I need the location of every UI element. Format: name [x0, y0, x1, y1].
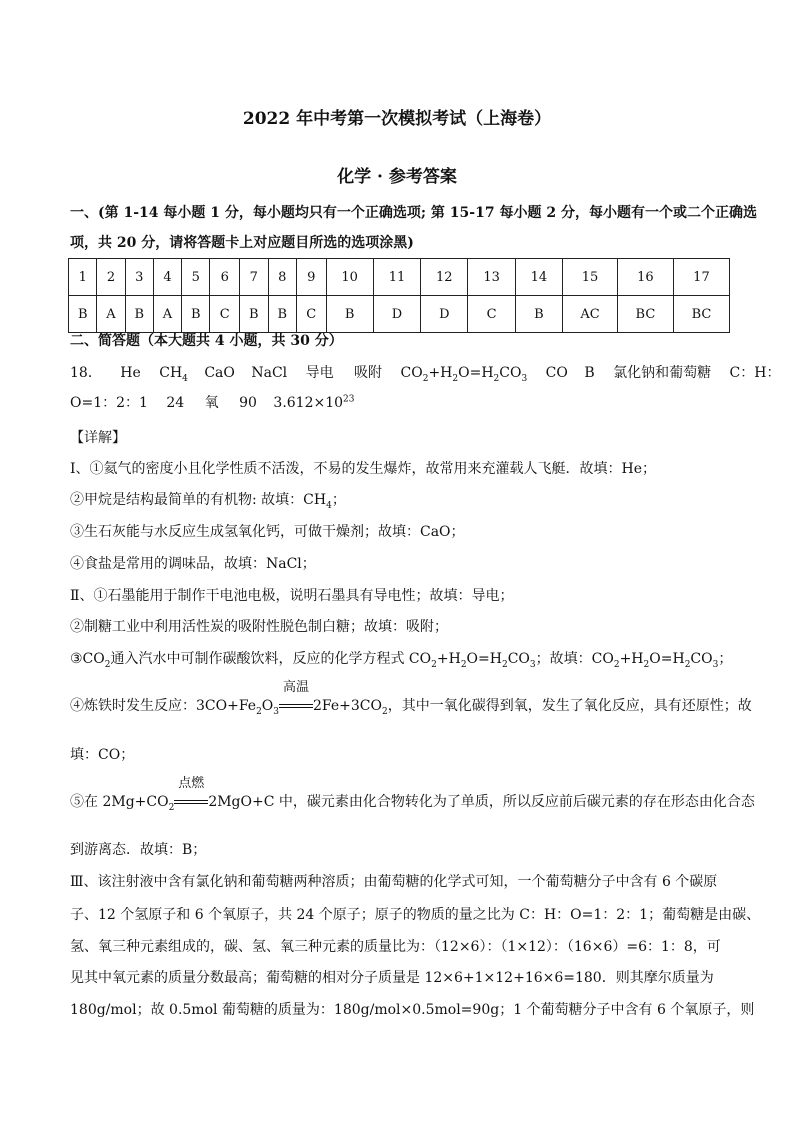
q18-ans-24: 24	[166, 395, 185, 411]
q18-ans-avogadro: $3.612\times 10^{23}$	[273, 394, 355, 411]
answer-table-number-row	[69, 259, 730, 296]
answer-choice-cell: A	[97, 296, 125, 333]
detail-p9-line2: 到游离态．故填：B；	[70, 842, 207, 858]
question-number-cell: 13	[468, 259, 515, 296]
q18-ans-nacl: NaCl	[251, 365, 288, 381]
answer-choice-cell: B	[69, 296, 97, 333]
answer-choice-cell: AC	[563, 296, 618, 333]
question-number-cell: 10	[326, 259, 373, 296]
question-number-cell: 14	[515, 259, 562, 296]
detail-p10-line5: 180g/mol；故 0.5mol 葡萄糖的质量为：180g/mol×0.5mol=90g；1 个葡萄糖分子中含有 6 个氧原子，则	[70, 1002, 755, 1018]
answer-choice-cell: D	[373, 296, 420, 333]
question-number-cell: 4	[153, 259, 181, 296]
question-number-cell: 2	[97, 259, 125, 296]
section1-instructions-line1: 一、(第 1-14 每小题 1 分，每小题均只有一个正确选项; 第 15-17 每小题 2 分，每小题有一个或二个正确选	[70, 205, 757, 221]
question-number-cell: 15	[563, 259, 618, 296]
reaction-condition-ignite: 点燃	[174, 792, 208, 812]
question-number-cell: 8	[268, 259, 296, 296]
detail-p6: ②制糖工业中利用活性炭的吸附性脱色制白糖；故填：吸附；	[70, 619, 448, 635]
question-number-cell: 12	[421, 259, 468, 296]
section1-instructions-line2: 项，共 20 分，请将答题卡上对应题目所选的选项涂黑)	[70, 235, 414, 251]
detail-p9: ⑤在 $2Mg+CO_2$ 点燃 2MgO+C 中，碳元素由化合物转化为了单质，所以反应前后碳元素的存在形态由化合态	[70, 776, 755, 813]
q18-number: 18．	[70, 365, 102, 381]
q18-ans-conductive: 导电	[305, 365, 334, 381]
detail-p10-line3: 氢、氧三种元素组成的，碳、氢、氧三种元素的质量比为：（12×6）：（1×12）：（16×6）=6：1：8，可	[70, 939, 721, 955]
detail-p10-line2: 子、12 个氢原子和 6 个氧原子，共 24 个原子；原子的物质的量之比为 C：H：O=1：2：1；葡萄糖是由碳、	[70, 907, 761, 923]
detail-p8-line2: 填：CO；	[70, 747, 135, 763]
section2-heading: 二、简答题（本大题共 4 小题，共 30 分）	[70, 333, 343, 349]
detail-p8: ④炼铁时发生反应：$3CO+Fe_2O_3$ 高温 $2Fe+3CO_2$，其中一氧化碳得到氧，发生了氧化反应，具有还原性；故	[70, 680, 752, 717]
exam-title: 2022 年中考第一次模拟考试（上海卷）	[242, 109, 552, 129]
q18-ans-90: 90	[239, 395, 257, 411]
question-number-cell: 17	[673, 259, 729, 296]
answer-subtitle: 化学 · 参考答案	[337, 167, 457, 187]
answer-table-choice-row	[69, 296, 730, 333]
question-number-cell: 11	[373, 259, 420, 296]
q18-ans-solutes: 氯化钠和葡萄糖	[613, 365, 712, 381]
answer-choice-cell: B	[268, 296, 296, 333]
q18-ans-b: B	[584, 365, 595, 381]
q18-ans-ratio-end: O=1：2：1	[70, 395, 148, 411]
detail-p10-line4: 见其中氧元素的质量分数最高；葡萄糖的相对分子质量是 12×6+1×12+16×6=180．则其摩尔质量为	[70, 970, 714, 986]
answer-table	[68, 258, 730, 333]
question-number-cell: 7	[240, 259, 268, 296]
answer-choice-cell: C	[468, 296, 515, 333]
answer-choice-cell: B	[326, 296, 373, 333]
q18-ans-ratio-start: C：H：	[729, 365, 781, 381]
answer-choice-cell: B	[125, 296, 153, 333]
question-number-cell: 6	[210, 259, 240, 296]
detail-p10-line1: Ⅲ、该注射液中含有氯化钠和葡萄糖两种溶质；由葡萄糖的化学式可知，一个葡萄糖分子中含有 6 个碳原	[70, 874, 718, 890]
answer-choice-cell: BC	[673, 296, 729, 333]
q18-ans-cao: CaO	[204, 365, 235, 381]
detail-p7: $③CO_2$通入汽水中可制作碳酸饮料，反应的化学方程式 $CO_2+H_2O=H_2CO_3$；故填：$CO_2+H_2O=H_2CO_3$；	[70, 651, 733, 670]
q18-ans-adsorb: 吸附	[354, 365, 383, 381]
answer-choice-cell: A	[153, 296, 181, 333]
question-number-cell: 9	[296, 259, 326, 296]
answer-choice-cell: B	[240, 296, 268, 333]
question-number-cell: 1	[69, 259, 97, 296]
answer-choice-cell: D	[421, 296, 468, 333]
q18-ans-ch4: $CH_4$	[159, 365, 188, 384]
detail-p3: ③生石灰能与水反应生成氢氧化钙，可做干燥剂；故填：CaO；	[70, 524, 465, 540]
q18-answers-line2	[70, 393, 730, 413]
detail-p2: ②甲烷是结构最简单的有机物: 故填：$CH_4$；	[70, 492, 346, 511]
answer-choice-cell: C	[296, 296, 326, 333]
q18-ans-oxygen: 氧	[204, 395, 219, 411]
answer-choice-cell: C	[210, 296, 240, 333]
question-number-cell: 16	[617, 259, 673, 296]
question-number-cell: 3	[125, 259, 153, 296]
answer-choice-cell: BC	[617, 296, 673, 333]
detail-p5: Ⅱ、①石墨能用于制作干电池电极，说明石墨具有导电性；故填：导电；	[70, 588, 514, 604]
answer-choice-cell: B	[515, 296, 562, 333]
detail-p1: Ⅰ、①氦气的密度小且化学性质不活泼，不易的发生爆炸，故常用来充灌载人飞艇．故填：He；	[70, 461, 657, 477]
q18-ans-he: He	[120, 365, 141, 381]
question-number-cell: 5	[182, 259, 210, 296]
detail-p4: ④食盐是常用的调味品，故填：NaCl；	[70, 556, 316, 572]
q18-answers-line1	[70, 363, 781, 384]
answer-choice-cell: B	[182, 296, 210, 333]
reaction-condition-high-temp: 高温	[279, 696, 313, 716]
q18-ans-equation: $CO_2+H_2O=H_2CO_3$	[400, 365, 528, 384]
detail-label: 【详解】	[70, 430, 126, 446]
q18-ans-co: CO	[545, 365, 568, 381]
